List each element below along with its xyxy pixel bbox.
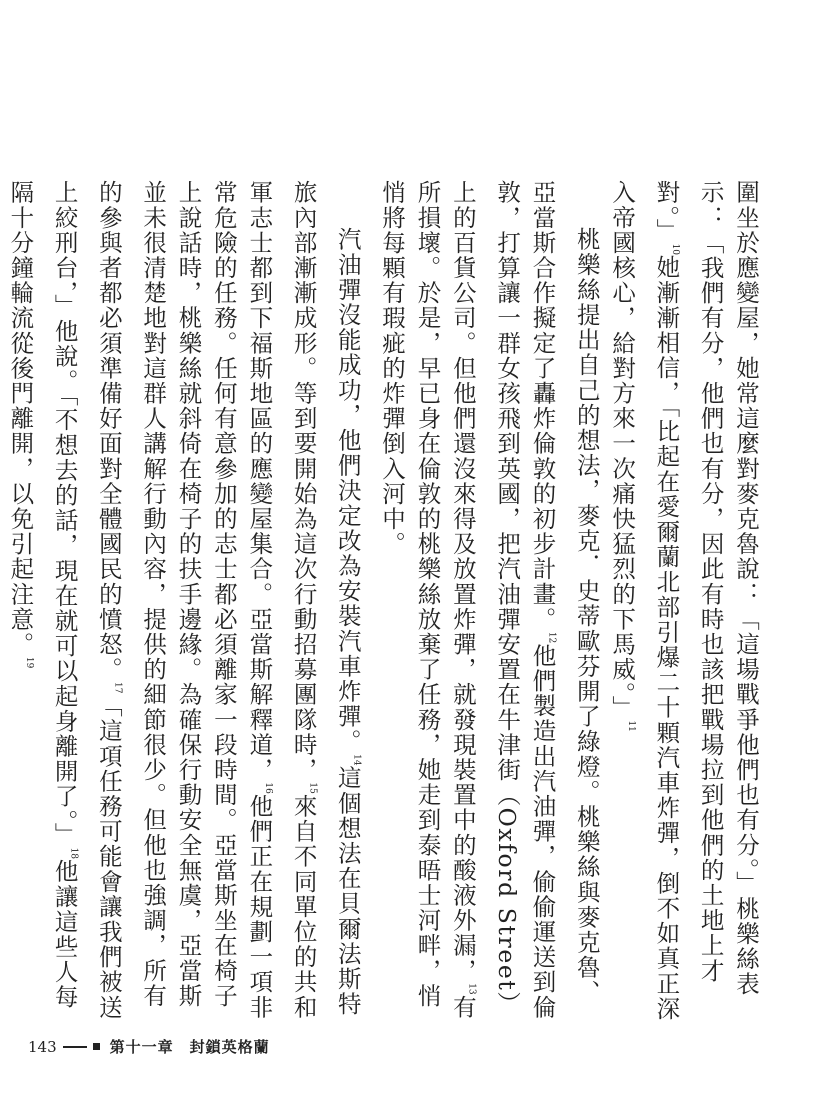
text-run: 來自不同單位的共和軍志士都到下福斯地區的應變屋集合。亞當斯解釋道， bbox=[245, 180, 318, 1020]
text-run: 汽油彈沒能成功，他們決定改為安裝汽車炸彈。 bbox=[333, 227, 362, 755]
footnote-marker: 10 bbox=[670, 243, 681, 256]
footnote-marker: 12 bbox=[546, 631, 557, 644]
paragraph bbox=[604, 180, 763, 1030]
body-text bbox=[6, 180, 763, 1030]
text-run: 圍坐於應變屋，她常這麼對麥克魯說：「這場戰爭他們也有分。」桃樂絲表示：「我們有分，他們也有分，因此有時也該把戰場拉到他們的土地上才對。」 bbox=[652, 180, 760, 997]
text-run: 他讓這些人每隔十分鐘輪流從後門離開，以免引起注意。 bbox=[6, 180, 79, 1010]
footnote-marker: 16 bbox=[263, 782, 274, 794]
footnote-marker: 17 bbox=[112, 682, 123, 694]
text-run: 她漸漸相信，「比起在愛爾蘭北部引爆二十顆汽車炸彈，倒不如真正深入帝國核心，給對方來一次痛快猛烈的下馬威。」 bbox=[608, 180, 681, 1022]
footnote-marker: 14 bbox=[351, 754, 362, 766]
page-number: 143 bbox=[28, 1037, 57, 1056]
paragraph bbox=[374, 180, 604, 1030]
paragraph bbox=[0, 180, 2, 1030]
footnote-marker: 11 bbox=[625, 720, 636, 732]
footnote-marker: 13 bbox=[466, 983, 477, 995]
text-run: 他們製造出汽油彈，偷偷運送到倫敦，打算讓一群女孩飛到英國，把汽油彈安置在牛津街（Oxford Street）上的百貨公司。但他們還沒來得及放置炸彈，就發現裝置中的酸液外漏， bbox=[448, 180, 557, 1020]
footer-rule bbox=[63, 1046, 87, 1048]
text-run: 桃樂絲提出自己的想法，麥克．史蒂歐芬開了綠燈。桃樂絲與麥克魯、亞當斯合作擬定了轟炸倫敦的初步計畫。 bbox=[528, 180, 601, 1006]
footnote-marker: 19 bbox=[24, 656, 35, 669]
text-run: 有所損壞。於是，早已身在倫敦的桃樂絲放棄了任務，她走到泰晤士河畔，悄悄將每顆有瑕疵的炸彈倒入河中。 bbox=[378, 180, 477, 1020]
page-footer bbox=[28, 1036, 270, 1057]
chapter-title: 第十一章 封鎖英格蘭 bbox=[109, 1038, 270, 1056]
text-run: 「這項任務可能會讓我們被送上絞刑台，」他說。「不想去的話，現在就可以起身離開了。」 bbox=[50, 180, 123, 1020]
footer-square-icon bbox=[93, 1043, 100, 1050]
footnote-marker: 18 bbox=[68, 847, 79, 860]
text-run: 他們正在規劃一項非常危險的任務。任何有意參加的志士都必須離家一段時間。亞當斯坐在椅子上說話時，桃樂絲就斜倚在椅子的扶手邊緣。為確保行動安全無虞，亞當斯並未很清楚地對這群人講解行動內容，提供的細節很少。但他也強調，所有的參與者都必須準備好面對全體國民的憤怒。 bbox=[94, 180, 274, 1020]
paragraph bbox=[2, 180, 374, 1030]
text-run: 這個想法在貝爾法斯特旅內部漸漸成形。等到要開始為這次行動招募團隊時， bbox=[289, 180, 362, 1017]
footnote-marker: 15 bbox=[307, 782, 318, 794]
